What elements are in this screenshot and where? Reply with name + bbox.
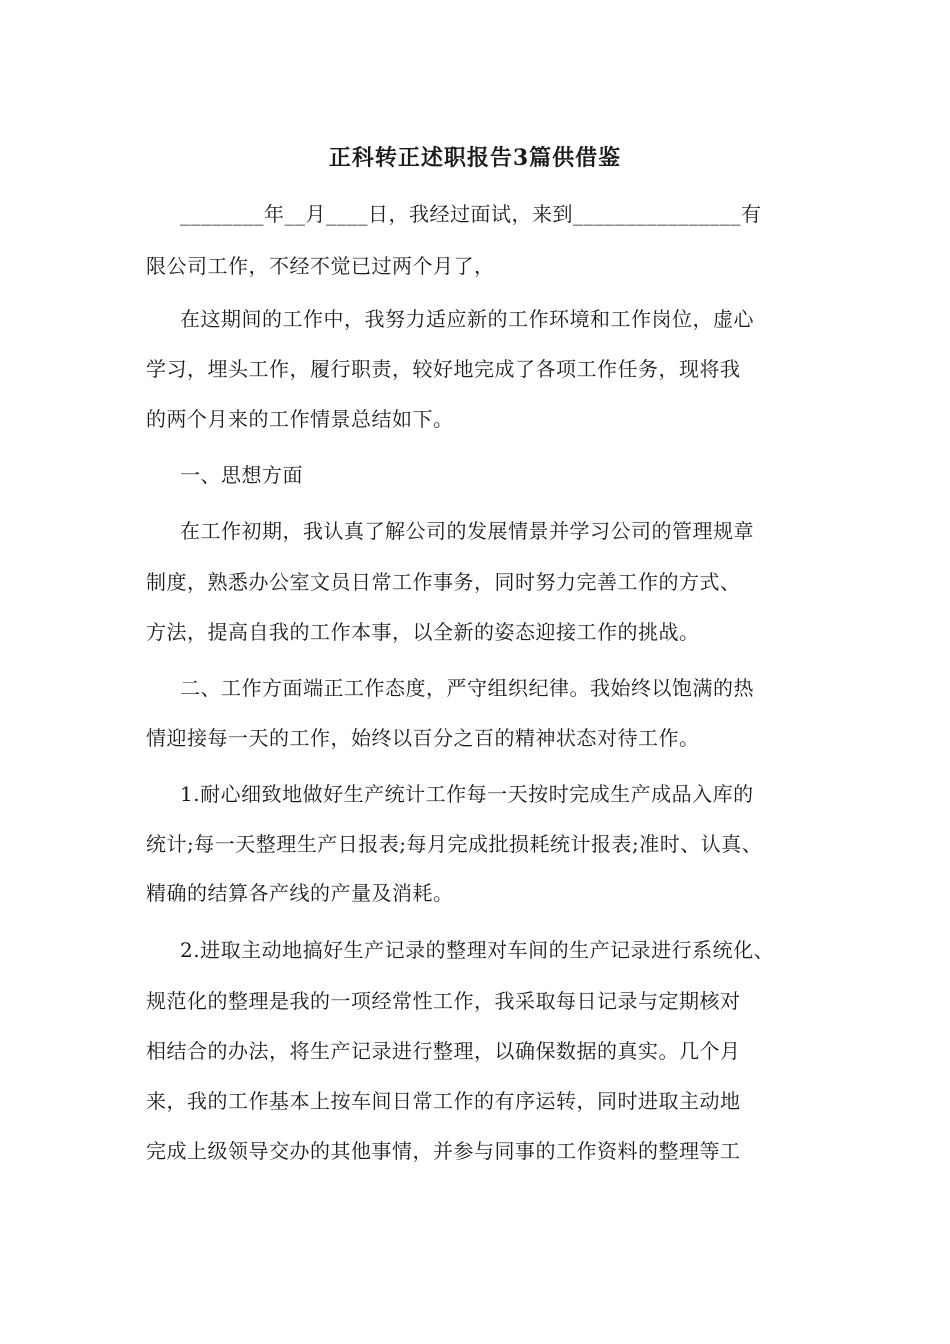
- paragraph-line: 限公司工作，不经不觉已过两个月了，: [146, 254, 495, 278]
- paragraph-line: 相结合的办法，将生产记录进行整理，以确保数据的真实。几个月: [146, 1039, 741, 1063]
- paragraph-line: 情迎接每一天的工作，始终以百分之百的精神状态对待工作。: [146, 726, 700, 750]
- paragraph-line: 制度，熟悉办公室文员日常工作事务，同时努力完善工作的方式、: [146, 570, 741, 594]
- paragraph-line: 2.进取主动地搞好生产记录的整理对车间的生产记录进行系统化、: [180, 938, 775, 962]
- paragraph-line: 的两个月来的工作情景总结如下。: [146, 407, 454, 431]
- paragraph-line: 规范化的整理是我的一项经常性工作，我采取每日记录与定期核对: [146, 989, 741, 1013]
- paragraph-line: 精确的结算各产线的产量及消耗。: [146, 881, 454, 905]
- paragraph-line: 方法，提高自我的工作本事，以全新的姿态迎接工作的挑战。: [146, 620, 700, 644]
- paragraph-line: 在这期间的工作中，我努力适应新的工作环境和工作岗位，虚心: [180, 307, 754, 331]
- paragraph-line: 在工作初期，我认真了解公司的发展情景并学习公司的管理规章: [180, 519, 754, 543]
- paragraph-line: 学习，埋头工作，履行职责，较好地完成了各项工作任务，现将我: [146, 357, 741, 381]
- paragraph-line: 统计;每一天整理生产日报表;每月完成批损耗统计报表;准时、认真、: [146, 832, 763, 856]
- section-heading: 一、思想方面: [180, 463, 303, 487]
- document-title: 正科转正述职报告3篇供借鉴: [328, 145, 622, 171]
- paragraph-line: 来，我的工作基本上按车间日常工作的有序运转，同时进取主动地: [146, 1089, 741, 1113]
- paragraph-line: 二、工作方面端正工作态度，严守组织纪律。我始终以饱满的热: [180, 676, 754, 700]
- paragraph-line: 完成上级领导交办的其他事情，并参与同事的工作资料的整理等工: [146, 1139, 741, 1163]
- paragraph-line: ________年__月____日，我经过面试，来到________________有: [180, 202, 762, 226]
- paragraph-line: 1.耐心细致地做好生产统计工作每一天按时完成生产成品入库的: [180, 782, 754, 806]
